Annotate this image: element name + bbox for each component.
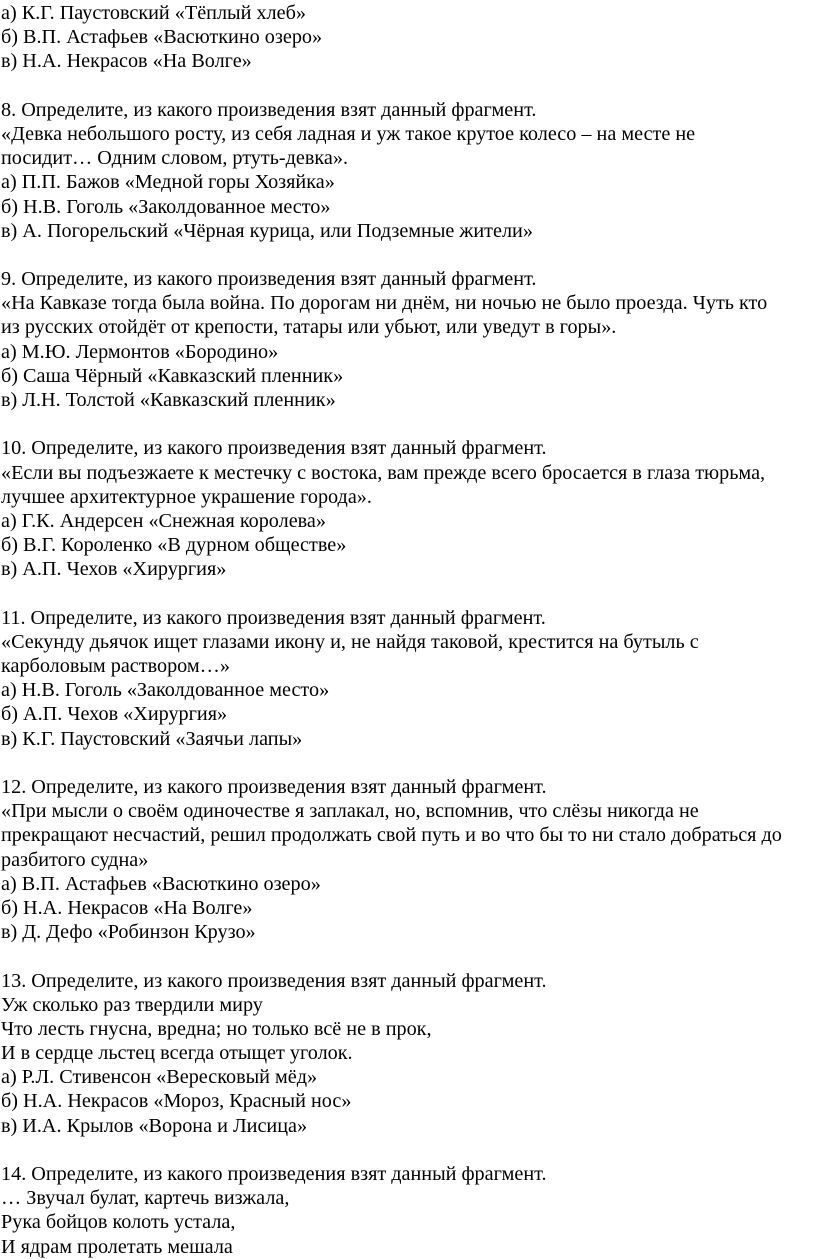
question-12-option-a: а) В.П. Астафьев «Васюткино озеро» [1, 872, 321, 895]
question-8-heading: 8. Определите, из какого произведения взят данный фрагмент. [1, 98, 537, 121]
question-11-option-b: б) А.П. Чехов «Хирургия» [1, 703, 228, 726]
question-10-quote: лучшее архитектурное украшение города». [1, 485, 372, 508]
question-13-heading: 13. Определите, из какого произведения взят данный фрагмент. [1, 969, 547, 992]
question-9-option-a: а) М.Ю. Лермонтов «Бородино» [1, 340, 279, 363]
question-8-option-b: б) Н.В. Гоголь «Заколдованное место» [1, 195, 331, 218]
question-11-heading: 11. Определите, из какого произведения взят данный фрагмент. [1, 606, 546, 629]
blank-line [1, 751, 816, 775]
answer-option-c: в) Н.А. Некрасов «На Волге» [1, 50, 252, 73]
question-13-option-c: в) И.А. Крылов «Ворона и Лисица» [1, 1114, 308, 1137]
blank-line [1, 1138, 816, 1162]
question-13-option-b: б) Н.А. Некрасов «Мороз, Красный нос» [1, 1090, 352, 1113]
question-12-option-c: в) Д. Дефо «Робинзон Крузо» [1, 921, 256, 944]
question-10-option-c: в) А.П. Чехов «Хирургия» [1, 558, 227, 581]
blank-line [1, 944, 816, 968]
question-11-option-a: а) Н.В. Гоголь «Заколдованное место» [1, 679, 330, 702]
question-10-heading: 10. Определите, из какого произведения взят данный фрагмент. [1, 437, 547, 460]
question-9-quote: «На Кавказе тогда была война. По дорогам ни днём, ни ночью не было проезда. Чуть кто [1, 292, 768, 315]
question-10-option-a: а) Г.К. Андерсен «Снежная королева» [1, 509, 326, 532]
question-12-option-b: б) Н.А. Некрасов «На Волге» [1, 896, 253, 919]
question-14-verse: Рука бойцов колоть устала, [1, 1211, 236, 1234]
question-9-quote: из русских отойдёт от крепости, татары или убьют, или уведут в горы». [1, 316, 617, 339]
question-8-quote: «Девка небольшого росту, из себя ладная и уж такое крутое колесо – на месте не [1, 122, 696, 145]
question-10-quote: «Если вы подъезжаете к местечку с востока, вам прежде всего бросается в глаза тюрьма, [1, 461, 766, 484]
question-12-quote: «При мысли о своём одиночестве я заплакал, но, вспомнив, что слёзы никогда не [1, 800, 699, 823]
question-13-verse: И в сердце льстец всегда отыщет уголок. [1, 1042, 353, 1065]
blank-line [1, 243, 816, 267]
question-9-heading: 9. Определите, из какого произведения взят данный фрагмент. [1, 268, 537, 291]
blank-line [1, 74, 816, 98]
blank-line [1, 582, 816, 606]
answer-option-b: б) В.П. Астафьев «Васюткино озеро» [1, 26, 323, 49]
question-8-option-c: в) А. Погорельский «Чёрная курица, или Подземные жители» [1, 219, 533, 242]
blank-line [1, 412, 816, 436]
question-8-quote: посидит… Одним словом, ртуть-девка». [1, 147, 349, 170]
answer-option-a: а) К.Г. Паустовский «Тёплый хлеб» [1, 2, 306, 24]
question-13-verse: Что лесть гнусна, вредна; но только всё не в прок, [1, 1017, 432, 1040]
question-13-option-a: а) Р.Л. Стивенсон «Вересковый мёд» [1, 1066, 318, 1089]
question-11-option-c: в) К.Г. Паустовский «Заячьи лапы» [1, 727, 303, 750]
question-11-quote: карболовым раствором…» [1, 655, 230, 678]
question-11-quote: «Секунду дьячок ищет глазами икону и, не найдя таковой, крестится на бутыль с [1, 630, 699, 653]
question-12-quote: прекращают несчастий, решил продолжать свой путь и во что бы то ни стало добраться до [1, 824, 782, 847]
question-9-option-b: б) Саша Чёрный «Кавказский пленник» [1, 364, 344, 387]
question-8-option-a: а) П.П. Бажов «Медной горы Хозяйка» [1, 171, 335, 194]
question-10-option-b: б) В.Г. Короленко «В дурном обществе» [1, 534, 347, 557]
question-14-verse: И ядрам пролетать мешала [1, 1235, 233, 1258]
question-9-option-c: в) Л.Н. Толстой «Кавказский пленник» [1, 389, 336, 411]
question-12-quote: разбитого судна» [1, 848, 149, 871]
question-14-verse: … Звучал булат, картечь визжала, [1, 1187, 290, 1210]
question-13-verse: Уж сколько раз твердили миру [1, 993, 263, 1016]
question-12-heading: 12. Определите, из какого произведения взят данный фрагмент. [1, 776, 547, 798]
question-14-heading: 14. Определите, из какого произведения взят данный фрагмент. [1, 1163, 547, 1185]
